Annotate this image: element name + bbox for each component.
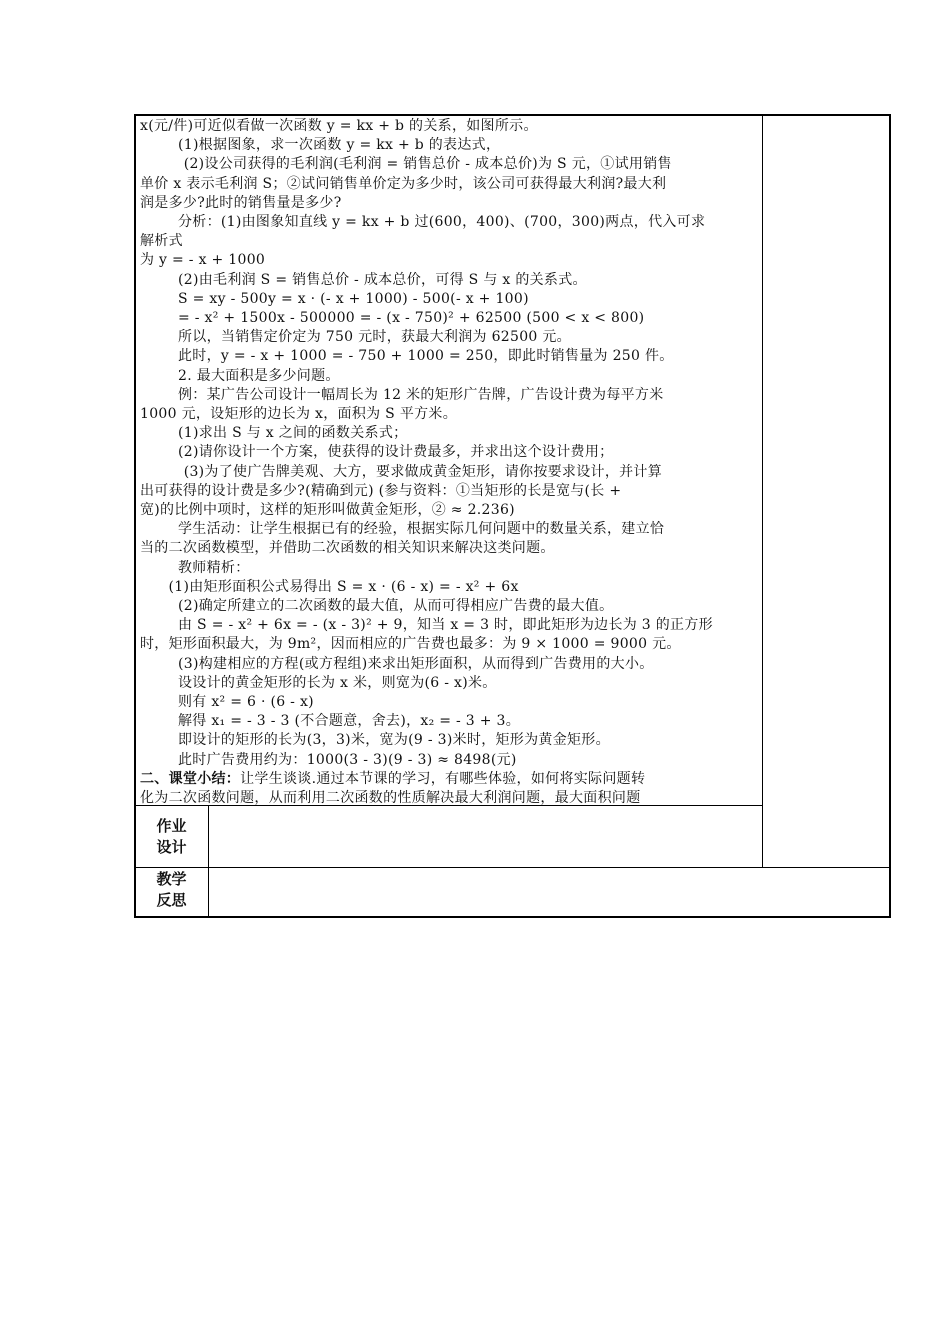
line-text: (3)构建相应的方程(或方程组)来求出矩形面积，从而得到广告费用的大小。 (178, 655, 654, 672)
text-line (169, 578, 519, 597)
line-text: 教师精析： (178, 559, 250, 576)
line-text: 2. 最大面积是多少问题。 (178, 367, 340, 384)
table-border-left (134, 114, 136, 918)
text-line (178, 731, 610, 750)
line-text: (2)确定所建立的二次函数的最大值，从而可得相应广告费的最大值。 (178, 598, 614, 614)
line-text: 时，矩形面积最大，为 9m²，因而相应的广告费也最多：为 9 × 1000 = 9000 元。 (140, 636, 681, 653)
line-text: (2)设公司获得的毛利润(毛利润 = 销售总价 - 成本总价)为 S 元，①试用销售 (183, 156, 672, 173)
line-text: 学生活动：让学生根据已有的经验，根据实际几何问题中的数量关系，建立恰 (178, 521, 665, 538)
homework-design-label (135, 816, 208, 858)
line-text: (1)根据图象，求一次函数 y = kx + b 的表达式， (178, 137, 501, 154)
teaching-reflection-label (135, 869, 208, 911)
text-line (178, 597, 613, 616)
line-text: (1)求出 S 与 x 之间的函数关系式； (178, 425, 408, 442)
text-line (140, 175, 666, 194)
line-text: 单价 x 表示毛利润 S；②试问销售单价定为多少时，该公司可获得最大利润?最大利 (140, 175, 667, 192)
text-line (178, 520, 664, 539)
text-line (178, 616, 713, 635)
text-line (140, 635, 681, 654)
text-line (140, 117, 538, 136)
text-line (140, 501, 515, 520)
text-line (140, 232, 183, 251)
text-line (178, 655, 654, 674)
text-line (178, 424, 407, 443)
text-line (178, 328, 571, 347)
text-line (178, 559, 250, 578)
line-text: 此时广告费用约为：1000(3 - 3)(9 - 3) ≈ 8498(元) (178, 751, 517, 768)
line-text: (2)请你设计一个方案，使获得的设计费最多，并求出这个设计费用； (178, 444, 614, 461)
text-line (140, 251, 265, 270)
section-heading: 二、课堂小结： (140, 770, 241, 787)
text-line (178, 309, 644, 328)
text-line (178, 386, 664, 405)
reflection-label-line2: 反思 (156, 891, 187, 909)
line-text: 1000 元，设矩形的边长为 x，面积为 S 平方米。 (140, 406, 458, 422)
line-text: 解得 x₁ = - 3 - 3 (不合题意，舍去)，x₂ = - 3 + 3。 (178, 713, 521, 730)
line-text: = - x² + 1500x - 500000 = - (x - 750)² + 62500 (500 < x < 800) (178, 310, 645, 326)
line-text: 此时，y = - x + 1000 = - 750 + 1000 = 250，即此时销售量为 250 件。 (178, 348, 674, 365)
teaching-reflection-cell (209, 868, 889, 916)
line-text: (2)由毛利润 S = 销售总价 - 成本总价，可得 S 与 x 的关系式。 (178, 271, 587, 288)
text-line (140, 539, 555, 558)
text-line (184, 463, 662, 482)
line-text: 则有 x² = 6 · (6 - x) (178, 694, 314, 710)
text-line (178, 693, 314, 712)
line-text: 让学生谈谈.通过本节课的学习，有哪些体验，如何将实际问题转 (240, 770, 646, 787)
line-text: 润是多少?此时的销售量是多少? (140, 194, 342, 211)
text-line (178, 290, 529, 309)
line-text: 设设计的黄金矩形的长为 x 米，则宽为(6 - x)米。 (178, 674, 497, 691)
line-text: 出可获得的设计费是多少?(精确到元) (参与资料：①当矩形的长是宽与(长 + (140, 482, 622, 499)
line-text: 例：某广告公司设计一幅周长为 12 米的矩形广告牌，广告设计费为每平方米 (178, 386, 664, 403)
line-text: 宽)的比例中项时，这样的矩形叫做黄金矩形，② ≈ 2.236) (140, 502, 515, 518)
text-line (178, 136, 500, 155)
text-line (178, 213, 705, 232)
line-text: 分析：(1)由图象知直线 y = kx + b 过(600，400)、(700，300)两点，代入可求 (178, 214, 706, 230)
text-line (140, 405, 457, 424)
text-line (178, 443, 613, 462)
table-border-top (135, 114, 891, 116)
text-line (178, 712, 520, 731)
homework-label-line2: 设计 (156, 838, 187, 856)
line-text: 化为二次函数问题，从而利用二次函数的性质解决最大利润问题，最大面积问题 (140, 790, 641, 806)
text-line (184, 155, 672, 174)
homework-design-cell (209, 806, 762, 867)
line-text: S = xy - 500y = x · (- x + 1000) - 500(- x + 100) (178, 290, 529, 307)
text-line (140, 482, 621, 501)
table-border-bottom (134, 916, 891, 918)
text-line (140, 770, 645, 789)
text-line (178, 751, 517, 770)
table-border-right (889, 114, 891, 918)
column-divider (762, 114, 763, 868)
text-line (178, 347, 674, 366)
line-text: 当的二次函数模型，并借助二次函数的相关知识来解决这类问题。 (140, 540, 555, 557)
line-text: 由 S = - x² + 6x = - (x - 3)² + 9，知当 x = 3 时，即此矩形为边长为 3 的正方形 (178, 617, 713, 634)
text-line (178, 271, 587, 290)
homework-label-line1: 作业 (156, 817, 187, 835)
line-text: x(元/件)可近似看做一次函数 y = kx + b 的关系，如图所示。 (140, 118, 538, 134)
line-text: 所以，当销售定价定为 750 元时，获最大利润为 62500 元。 (178, 329, 571, 346)
line-text: (3)为了使广告牌美观、大方，要求做成黄金矩形，请你按要求设计，并计算 (183, 463, 663, 480)
line-text: 为 y = - x + 1000 (140, 252, 266, 269)
line-text: (1)由矩形面积公式易得出 S = x · (6 - x) = - x² + 6x (168, 578, 519, 595)
line-text: 即设计的矩形的长为(3，3)米，宽为(9 - 3)米时，矩形为黄金矩形。 (178, 732, 610, 749)
reflection-label-line1: 教学 (156, 870, 187, 888)
text-line (140, 194, 342, 213)
text-line (178, 367, 340, 386)
line-text: 解析式 (140, 233, 183, 250)
text-line (178, 674, 497, 693)
